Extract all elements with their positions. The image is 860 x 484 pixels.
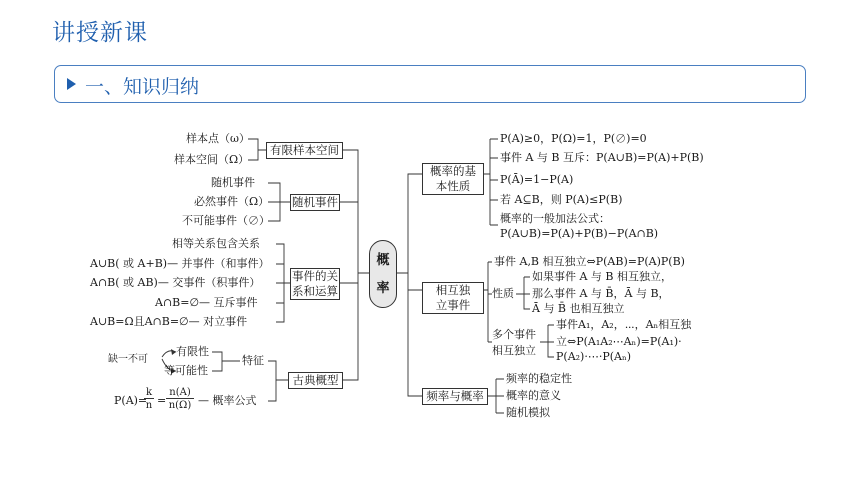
basic-property-5: 概率的一般加法公式：	[500, 212, 610, 225]
event-relations-title-line2: 系和运算	[292, 284, 338, 298]
node-basic-properties	[422, 163, 484, 195]
formula-left: P(A)=	[114, 394, 148, 407]
node-classical-model: 古典概型	[288, 372, 343, 389]
node-finite-sample-space: 有限样本空间	[266, 142, 343, 159]
equal-likelihood-label: 等可能性	[164, 364, 208, 377]
section-title: 一、知识归纳	[85, 76, 200, 98]
frequency-item-1: 频率的稳定性	[506, 372, 572, 385]
relation-intersection: A∩B( 或 AB)— 交事件（积事件）	[90, 276, 261, 289]
multi-line-3: P(A₂)·⋯·P(Aₙ)	[556, 350, 632, 363]
feature-label: 特征	[242, 354, 264, 367]
center-line1: 概	[376, 253, 390, 268]
page-title: 讲授新课	[52, 20, 148, 46]
frequency-item-2: 概率的意义	[506, 389, 561, 402]
formula-equals: =	[157, 394, 167, 407]
node-event-relations	[290, 268, 340, 300]
center-line2: 率	[376, 281, 390, 296]
independence-title-line2: 立事件	[435, 298, 471, 312]
formula-n: n	[145, 400, 153, 411]
finiteness-label: 有限性	[176, 345, 209, 358]
node-random-event: 随机事件	[292, 195, 338, 209]
formula-k: k	[145, 387, 153, 398]
certain-event-label: 必然事件（Ω）	[194, 195, 270, 208]
relation-union: A∪B( 或 A+B)— 并事件（和事件）	[90, 257, 270, 270]
multi-label-line2: 相互独立	[492, 344, 536, 357]
node-frequency-probability: 频率与概率	[422, 388, 488, 405]
impossible-event-label: 不可能事件（∅）	[182, 214, 270, 227]
node-independent-events	[422, 282, 484, 314]
independence-title-line1: 相互独	[435, 283, 471, 297]
basic-property-1: P(A)≥0，P(Ω)=1，P(∅)=0	[500, 132, 647, 145]
basic-title-line1: 概率的基	[430, 164, 476, 178]
relation-exclusive: A∩B=∅— 互斥事件	[155, 296, 258, 309]
both-required-label: 缺一不可	[108, 354, 148, 365]
basic-property-3: P(Ā)=1−P(A)	[500, 173, 574, 186]
property-line-2: 那么事件 A 与 B̄，Ā 与 B，	[532, 287, 670, 300]
random-event-label: 随机事件	[211, 176, 255, 189]
property-label: 性质	[492, 287, 514, 300]
multi-line-2: 立⇔P(A₁A₂⋯Aₙ)=P(A₁)·	[556, 335, 682, 348]
sample-point-label: 样本点（ω）	[186, 132, 250, 145]
relation-complementary: A∪B=Ω且A∩B=∅— 对立事件	[90, 315, 248, 328]
event-relations-title-line1: 事件的关	[292, 269, 338, 283]
basic-property-4: 若 A⊆B，则 P(A)≤P(B)	[500, 193, 623, 206]
sample-space-label: 样本空间（Ω）	[174, 153, 250, 166]
relation-equal-include: 相等关系包含关系	[172, 237, 260, 250]
property-line-1: 如果事件 A 与 B 相互独立，	[532, 270, 673, 283]
basic-title-line2: 本性质	[435, 179, 471, 193]
formula-nA: n(A)	[166, 387, 194, 399]
multi-label-line1: 多个事件	[492, 328, 536, 341]
property-line-3: Ā 与 B̄ 也相互独立	[532, 302, 625, 315]
independence-definition: 事件 A,B 相互独立⇔P(AB)=P(A)P(B)	[494, 255, 685, 268]
frequency-item-3: 随机模拟	[506, 406, 550, 419]
formula-nOmega: n(Ω)	[168, 400, 192, 411]
basic-property-6: P(A∪B)=P(A)+P(B)−P(A∩B)	[500, 227, 659, 240]
multi-line-1: 事件A₁，A₂，⋯，Aₙ相互独	[556, 318, 692, 331]
formula-label: — 概率公式	[198, 394, 257, 407]
node-center-probability	[369, 240, 397, 308]
basic-property-2: 事件 A 与 B 互斥：P(A∪B)=P(A)+P(B)	[500, 151, 704, 164]
